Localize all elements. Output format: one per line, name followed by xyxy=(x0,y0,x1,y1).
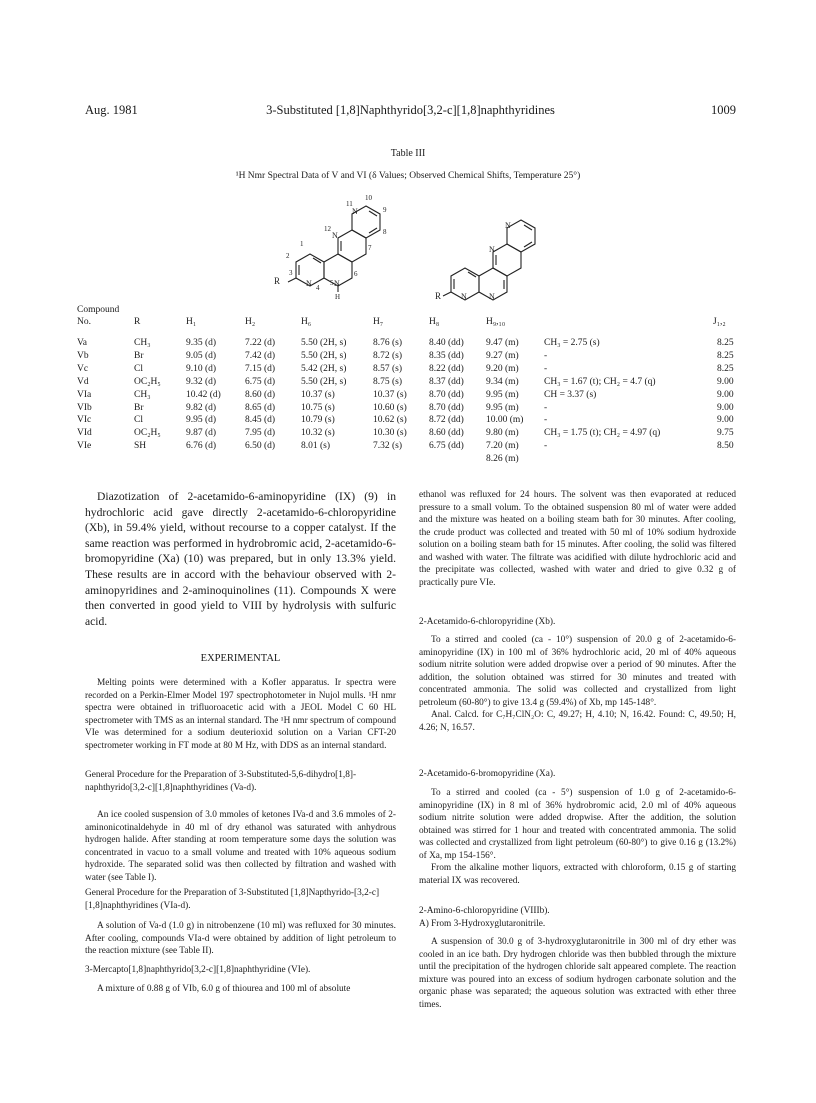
paragraph-via-d xyxy=(85,920,396,958)
label-6: 6 xyxy=(354,270,358,278)
exp-paragraph-1 xyxy=(85,677,396,752)
label-8: 8 xyxy=(383,228,387,236)
paragraph-xb xyxy=(419,634,736,734)
label-9: 9 xyxy=(383,206,387,214)
paragraph-xa xyxy=(419,787,736,887)
label-3: 3 xyxy=(289,269,293,277)
col-h8: 8.40 (dd) 8.35 (dd) 8.22 (dd) 8.37 (dd) 8.70 (dd) 8.70 (dd) 8.72 (dd) 8.60 (dd) 6.75 (dd) xyxy=(429,338,464,452)
exp-text-1: Melting points were determined with a Kofler apparatus. Ir spectra were recorded on a Perkin-Elmer Model 197 spectrophotometer in Nujol mulls. ¹H nmr spectra were obtained in trifluoroacetic acid with a JEOL Model C 60 HL spectrometer with TMS as an internal standard. The ¹H nmr spectrum of compound VIe was determined for a sodium deuterioxid solution on a Varian CFT-20 spectrometer working in FT mode at 80 M Hz, with DDS as an internal standard. xyxy=(85,678,396,751)
label-4: 4 xyxy=(316,284,320,292)
th-no: No. xyxy=(77,317,91,327)
col-other: CH₃ = 2.75 (s) - - CH₃ = 1.67 (t); CH₂ = 4.7 (q) CH = 3.37 (s) - - CH₃ = 1.75 (t); CH₂ = 4.97 (q) - xyxy=(544,338,661,452)
col-h2: 7.22 (d) 7.42 (d) 7.15 (d) 6.75 (d) 8.60 (d) 8.65 (d) 8.45 (d) 7.95 (d) 6.50 (d) xyxy=(245,338,276,452)
page-number: 1009 xyxy=(711,103,736,117)
label-r-right: R xyxy=(435,291,442,301)
subheading-vie: 3-Mercapto[1,8]naphthyrido[3,2-c][1,8]naphthyridine (VIe). xyxy=(85,965,311,975)
subheading-viiib: 2-Amino-6-chloropyridine (VIIIb). xyxy=(419,906,550,916)
label-n-c: N xyxy=(461,292,467,301)
th-compound: Compound xyxy=(77,305,120,315)
label-5: 5 xyxy=(330,279,334,287)
label-n12: N xyxy=(332,231,338,240)
th-h2: H₂ xyxy=(245,317,256,327)
text-xb: To a stirred and cooled (ca - 10°) suspension of 20.0 g of 2-acetamido-6-aminopyridine (IX) in 100 ml of 36% hydrochloric acid, 20 ml of 40% aqueous sodium nitrite solution were added dropwise over a period of 90 minutes. After the addition, the solution obtained was stirred for 30 minutes and treated with concentrated ammonia. The solid was collected and crystallized from light petroleum (60-80°) to give 13.4 g (59.4%) of Xb, mp 145-148°. xyxy=(419,635,736,708)
label-12: 12 xyxy=(324,225,331,233)
text-via-d: A solution of Va-d (1.0 g) in nitrobenzene (10 ml) was refluxed for 30 minutes. After cooling, compounds VIa-d were obtained by addition of light petroleum to the reaction mixture (see Table II). xyxy=(85,921,396,956)
label-n4: N xyxy=(306,279,312,288)
label-r-left: R xyxy=(274,276,281,286)
subheading-xa: 2-Acetamido-6-bromopyridine (Xa). xyxy=(419,769,556,779)
text-vie-cont: ethanol was refluxed for 24 hours. The solvent was then evaporated at reduced pressure to a small volum. To the obtained suspension 80 ml of water were added and the mixture was heated on a boiling steam bath for 30 minutes. After cooling, the crude product was collected and treated with 50 ml of 10% sodium hydroxide solution on a boiling steam bath for 15 minutes. After cooling, the solid was filtered and washed with water. The filtrate was acidified with dilute hydrochloric acid and the precipitate was collected, washed with water and dried to give 0.32 g of practically pure VIe. xyxy=(419,490,736,588)
text-anal-xb: Anal. Calcd. for C₇H₇ClN₂O: C, 49.27; H, 4.10; N, 16.42. Found: C, 49.50; H, 4.26; N, 16.57. xyxy=(419,710,736,733)
structure-v-diagram xyxy=(270,192,410,300)
paragraph-va-d xyxy=(85,809,396,884)
subheading-via-d: General Procedure for the Preparation of 3-Substituted [1,8]Napthyrido-[3,2-c][1,8]naphthyridines (VIa-d). xyxy=(85,888,380,911)
header-date: Aug. 1981 xyxy=(85,103,138,117)
label-n11: N xyxy=(352,207,358,216)
th-h7: H₇ xyxy=(373,317,384,327)
text-va-d: An ice cooled suspension of 3.0 mmoles of ketones IVa-d and 3.6 mmoles of 2-aminonicotinaldehyde in 40 ml of dry ethanol was saturated with anhydrous hydrogen halide. After standing at room temperature some days the solution was concentrated in vacuo to a small volume and treated with 10% aqueous sodium hydroxide. The separated solid was then collected by filtration and washed with water (see Table I). xyxy=(85,810,396,883)
text-viiib: A suspension of 30.0 g of 3-hydroxyglutaronitrile in 300 ml of dry ether was cooled in an ice bath. Dry hydrogen chloride was then bubbled through the mixture until the precipitation of the hydrogen chloride salt appeared complete. The reaction mixture was poured into an excess of sodium hydrogen carbonate solution and the organic phase was separated; the aqueous solution was extracted with ether three times. xyxy=(419,937,736,1010)
label-1: 1 xyxy=(300,240,304,248)
paragraph-vie-cont xyxy=(419,489,736,589)
label-n-a: N xyxy=(505,221,511,230)
th-h1: H₁ xyxy=(186,317,197,327)
th-h910: H₉,₁₀ xyxy=(486,317,506,327)
label-n-b: N xyxy=(489,245,495,254)
label-n5: N xyxy=(334,279,340,288)
label-2: 2 xyxy=(286,252,290,260)
paragraph-viiib xyxy=(419,936,736,1011)
col-h1: 9.35 (d) 9.05 (d) 9.10 (d) 9.32 (d) 10.42 (d) 9.82 (d) 9.95 (d) 9.87 (d) 6.76 (d) xyxy=(186,338,221,452)
col-j12: 8.25 8.25 8.25 9.00 9.00 9.00 9.00 9.75 8.50 xyxy=(717,338,734,452)
text-xa: To a stirred and cooled (ca - 5°) suspension of 1.0 g of 2-acetamido-6-aminopyridine (IX) in 8 ml of 36% hydrobromic acid, 2.0 ml of 40% aqueous sodium nitrite solution were added dropwise. After the addition, the solution obtained was stirred for 1 hour and treated with concentrated ammonia. The solid was collected and crystallized from light petroleum (60-80°) to give 0.16 g (13.2%) of Xa, mp 154-156°. xyxy=(419,788,736,861)
label-h: H xyxy=(335,293,341,301)
table-caption: ¹H Nmr Spectral Data of V and VI (δ Values; Observed Chemical Shifts, Temperature 25°) xyxy=(235,171,581,181)
paragraph-vie xyxy=(85,983,396,996)
text-vie: A mixture of 0.88 g of VIb, 6.0 g of thiourea and 100 ml of absolute xyxy=(97,984,351,994)
label-7: 7 xyxy=(368,244,372,252)
col-no: Va Vb Vc Vd VIa VIb VIc VId VIe xyxy=(77,338,92,452)
label-n-d: N xyxy=(489,292,495,301)
intro-paragraph xyxy=(85,489,396,629)
col-h6: 5.50 (2H, s) 5.50 (2H, s) 5.42 (2H, s) 5.50 (2H, s) 10.37 (s) 10.75 (s) 10.79 (s) 10.32 (s) 8.01 (s) xyxy=(301,338,347,452)
th-r: R xyxy=(134,317,141,327)
subheading-va-d: General Procedure for the Preparation of 3-Substituted-5,6-dihydro[1,8]-naphthyrido[3,2-c][1,8]naphthyridines (Va-d). xyxy=(85,770,357,793)
subheading-viiib-a: A) From 3-Hydroxyglutaronitrile. xyxy=(419,919,546,929)
table-title: Table III xyxy=(390,148,426,159)
experimental-heading: EXPERIMENTAL xyxy=(200,653,281,664)
label-10: 10 xyxy=(365,194,372,202)
th-j12: J₁,₂ xyxy=(713,317,726,327)
th-h8: H₈ xyxy=(429,317,440,327)
col-h7: 8.76 (s) 8.72 (s) 8.57 (s) 8.75 (s) 10.37 (s) 10.60 (s) 10.62 (s) 10.30 (s) 7.32 (s) xyxy=(373,338,407,452)
col-r: CH₃ Br Cl OC₂H₅ CH₃ Br Cl OC₂H₅ SH xyxy=(134,338,161,452)
text-xa-2: From the alkaline mother liquors, extracted with chloroform, 0.15 g of starting material IX was recovered. xyxy=(419,863,736,886)
structure-vi-diagram xyxy=(435,214,555,301)
header-title: 3-Substituted [1,8]Naphthyrido[3,2-c][1,8]naphthyridines xyxy=(266,103,555,117)
label-11: 11 xyxy=(346,200,353,208)
col-h910: 9.47 (m) 9.27 (m) 9.20 (m) 9.34 (m) 9.95 (m) 9.95 (m) 10.00 (m) 9.80 (m) 7.20 (m) 8.26 (m) xyxy=(486,338,524,465)
th-h6: H₆ xyxy=(301,317,312,327)
subheading-xb: 2-Acetamido-6-chloropyridine (Xb). xyxy=(419,617,556,627)
intro-text: Diazotization of 2-acetamido-6-aminopyridine (IX) (9) in hydrochloric acid gave directly 2-acetamido-6-chloropyridine (Xb), in 59.4% yield, without recourse to a copper catalyst. If the same reaction was performed in hydrobromic acid, 2-acetamido-6-bromopyridine (Xa) (10) was prepared, but in only 13.3% yield. These results are in accord with the behaviour observed with 2-aminopyridines and 2-aminoquinolines (11). Compounds X were then converted in good yield to VIII by hydrolysis with sulfuric acid. xyxy=(85,490,396,628)
